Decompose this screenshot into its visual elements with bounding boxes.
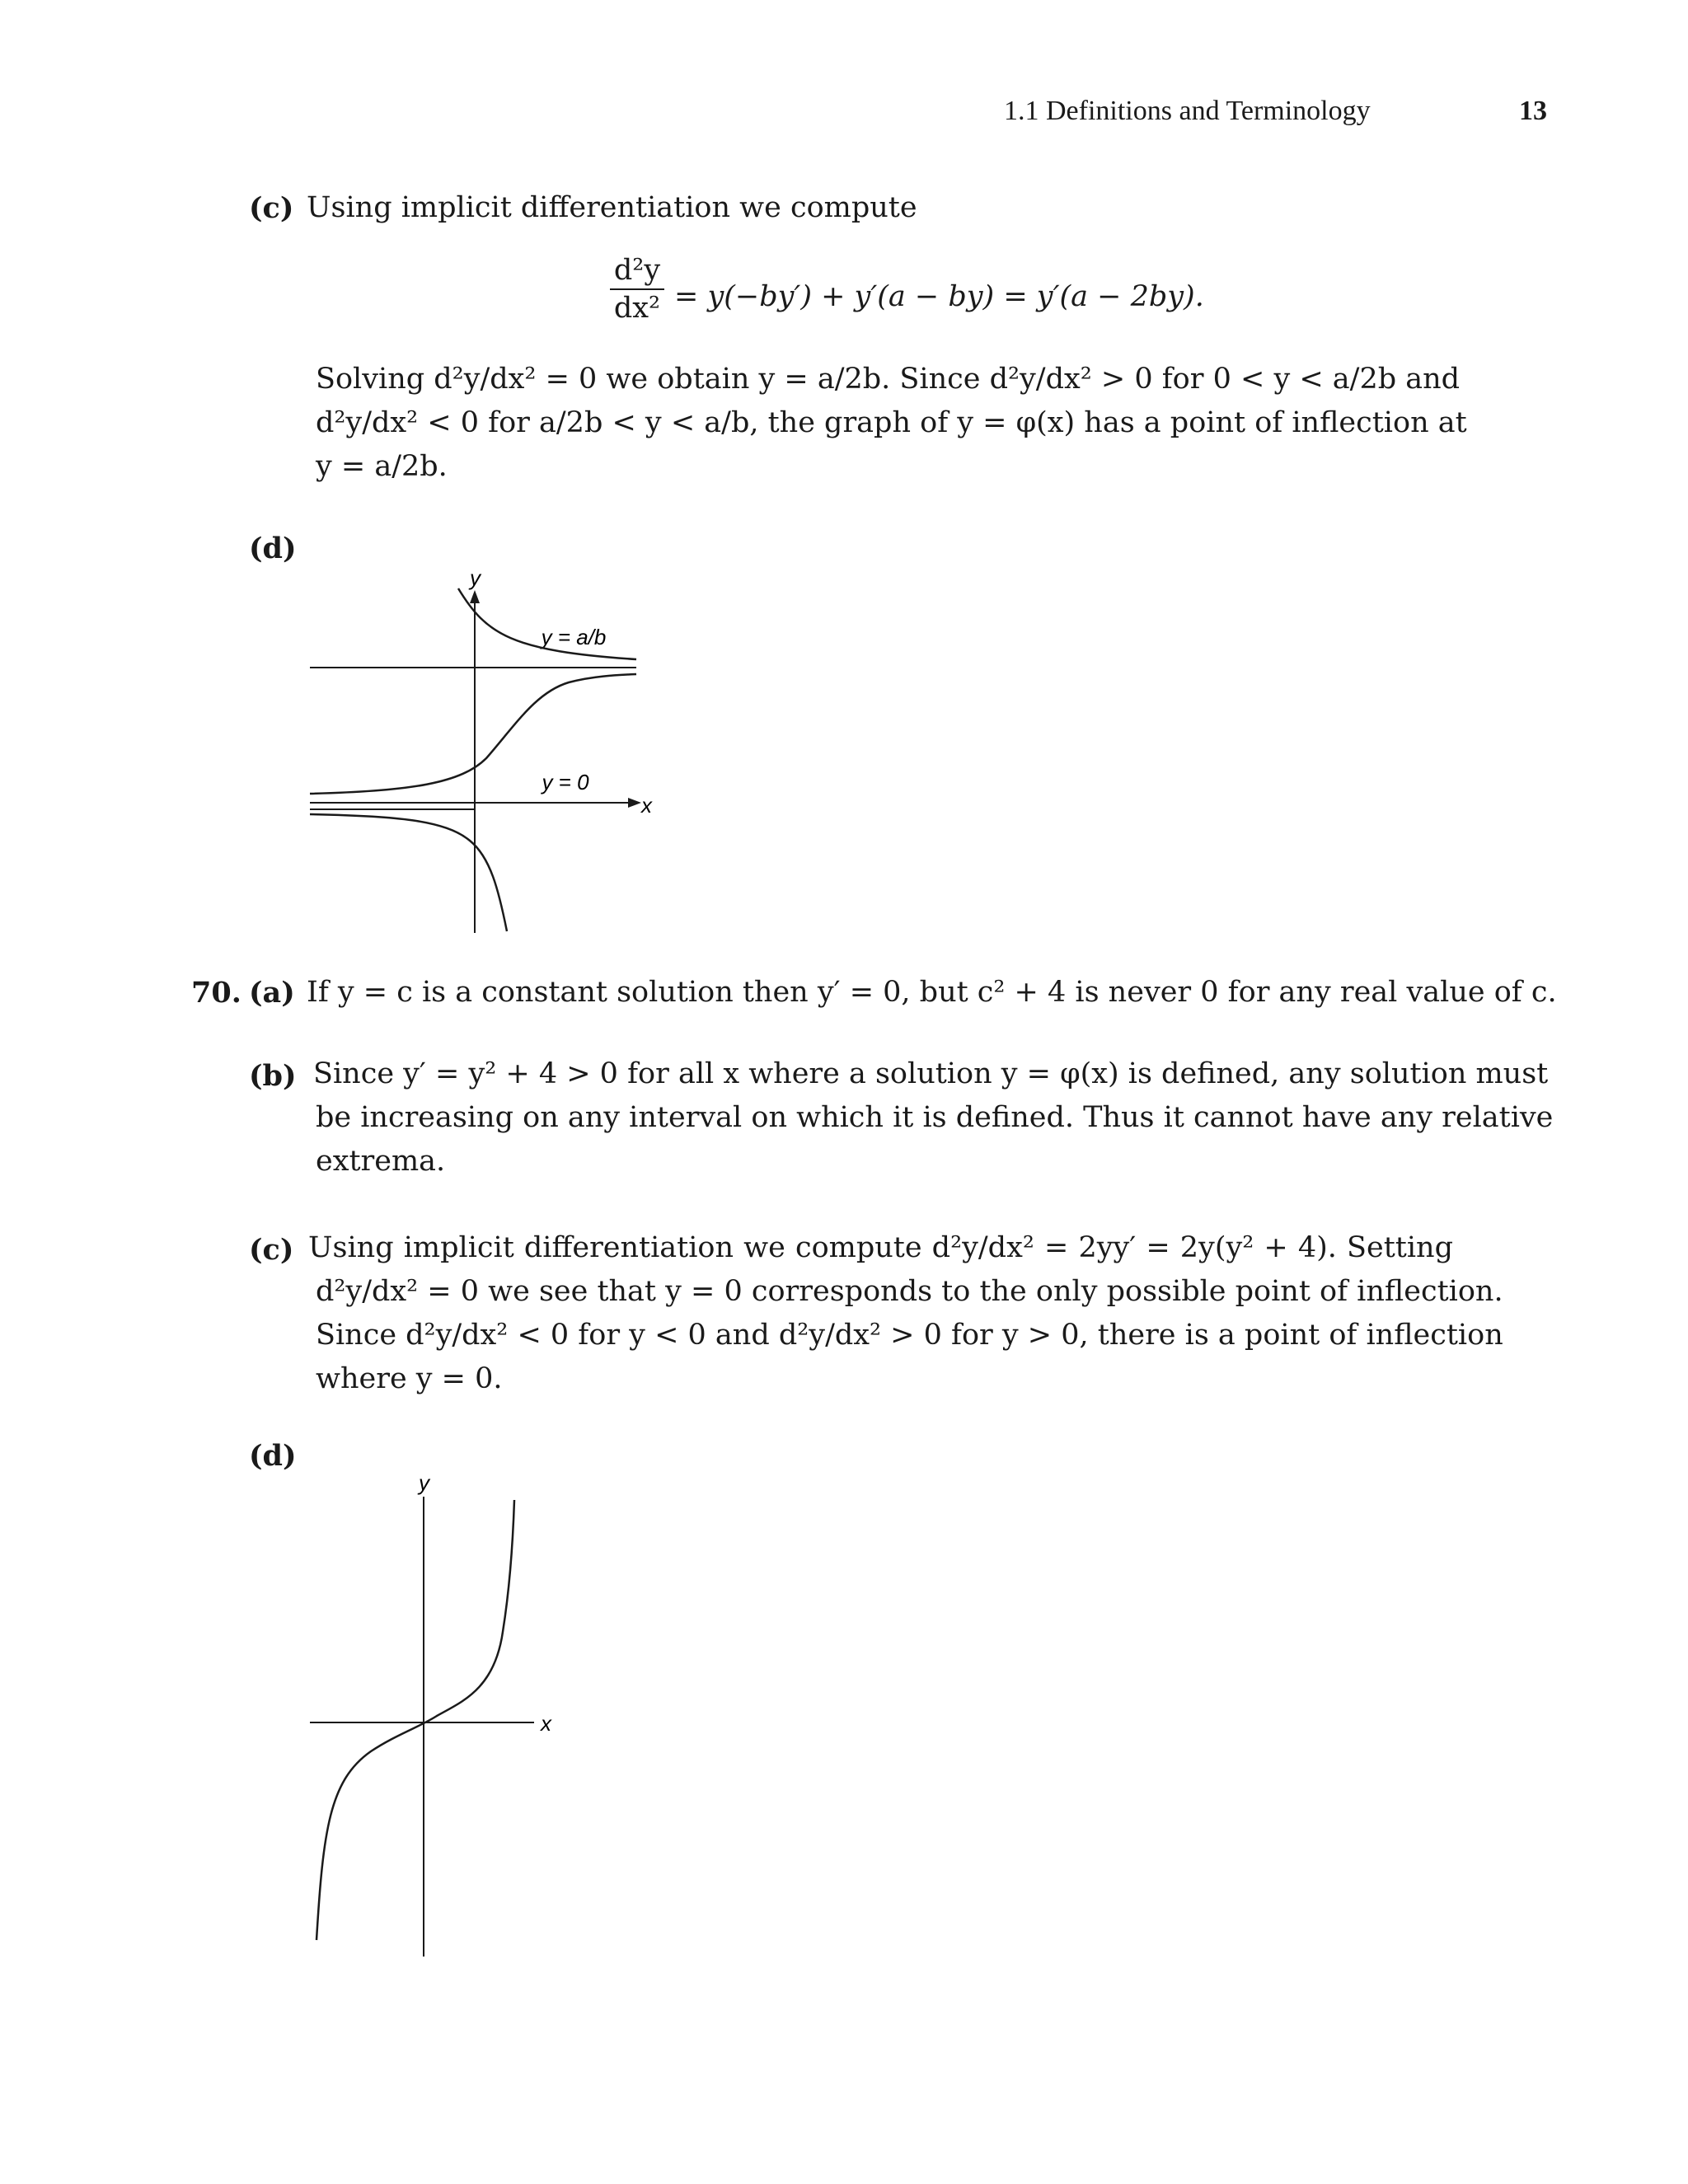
y-axis-arrow <box>470 590 480 603</box>
part-b-label: (b) <box>249 1059 297 1093</box>
paragraph-line: Solving d²y/dx² = 0 we obtain y = a/2b. Since d²y/dx² > 0 for 0 < y < a/2b and <box>316 363 1461 396</box>
part-c-label-70: (c) <box>249 1233 294 1267</box>
running-header: 1.1 Definitions and Terminology <box>1004 96 1371 126</box>
paragraph-line: d²y/dx² < 0 for a/2b < y < a/b, the graph of y = φ(x) has a point of inflection at <box>316 406 1467 439</box>
y-axis-label: y <box>419 1470 429 1495</box>
part-b-paragraph <box>313 1052 1554 1183</box>
paragraph-line: d²y/dx² = 0 we see that y = 0 corresponds to the only possible point of inflection. <box>316 1275 1503 1308</box>
paragraph-line: extrema. <box>316 1145 446 1178</box>
part-a-label: (a) <box>249 976 295 1010</box>
part-a-text: If y = c is a constant solution then y′ = 0, but c² + 4 is never 0 for any real value of c. <box>307 976 1557 1009</box>
fraction-bar <box>610 288 664 290</box>
solution-curves-graph <box>297 560 676 940</box>
page-number: 13 <box>1519 96 1547 126</box>
part-c-label: (c) <box>249 191 294 225</box>
y-axis-label: y <box>470 565 481 590</box>
increasing-solution-curve <box>316 1500 514 1940</box>
upper-line-label: y = a/b <box>541 625 607 649</box>
paragraph-line: where y = 0. <box>316 1362 503 1395</box>
fraction-denominator: dx² <box>613 292 661 325</box>
part-d-label-70: (d) <box>249 1439 297 1473</box>
paragraph-line: Using implicit differentiation we compute d²y/dx² = 2yy′ = 2y(y² + 4). Setting <box>308 1231 1453 1264</box>
x-axis-label: x <box>641 793 652 818</box>
paragraph-line: y = a/2b. <box>316 450 448 483</box>
paragraph-line: Since y′ = y² + 4 > 0 for all x where a solution y = φ(x) is defined, any solution must <box>313 1057 1549 1090</box>
lower-line-label: y = 0 <box>542 770 589 794</box>
paragraph-line: be increasing on any interval on which it is defined. Thus it cannot have any relative <box>316 1101 1554 1134</box>
paragraph-line: Since d²y/dx² < 0 for y < 0 and d²y/dx² > 0 for y > 0, there is a point of inflection <box>316 1319 1503 1352</box>
x-axis-arrow <box>628 798 641 808</box>
part-c-paragraph <box>316 358 1467 489</box>
x-axis-label: x <box>541 1711 551 1736</box>
solution-curve-below <box>310 814 507 931</box>
part-c-intro: Using implicit differentiation we compute <box>307 191 917 224</box>
inflection-curve-graph <box>297 1467 593 1961</box>
fraction-numerator: d²y <box>613 254 661 287</box>
problem-number: 70. <box>191 976 241 1010</box>
second-derivative-fraction <box>610 254 664 325</box>
equation-rhs: = y(−by′) + y′(a − by) = y′(a − 2by). <box>674 280 1204 313</box>
part-d-label: (d) <box>249 532 297 565</box>
part-c-paragraph-70 <box>308 1226 1503 1401</box>
solution-curve-above <box>458 588 636 659</box>
